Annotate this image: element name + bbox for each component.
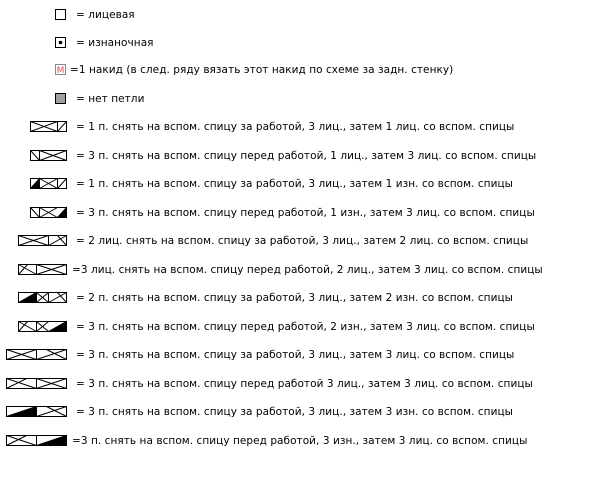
- legend-row-yarn-over: [0, 59, 600, 81]
- legend-text-cable-3-3-left: = 3 п. снять на вспом. спицу перед работой 3 лиц., затем 3 лиц. со вспом. спицы: [76, 378, 533, 390]
- cable-2p-3-right-icon: [18, 287, 70, 309]
- legend-text-cable-3-3p-left: =3 п. снять на вспом. спицу перед работой, 3 изн., затем 3 лиц. со вспом. спицы: [72, 435, 528, 447]
- legend-row-cable-3-1-left: [0, 145, 600, 167]
- legend-row-cable-3p-3-right: [0, 401, 600, 423]
- legend-text-cable-1p-3-right: = 1 п. снять на вспом. спицу за работой, 3 лиц., затем 1 изн. со вспом. спицы: [76, 178, 513, 190]
- legend-text-knit: = лицевая: [76, 9, 135, 21]
- legend-text-cable-3-2-left: =3 лиц. снять на вспом. спицу перед работой, 2 лиц., затем 3 лиц. со вспом. спицы: [72, 264, 543, 276]
- legend-row-cable-3-3-left: [0, 373, 600, 395]
- legend-text-purl: = изнаночная: [76, 37, 154, 49]
- legend-row-no-stitch: [0, 88, 600, 110]
- legend-text-cable-2p-3-right: = 2 п. снять на вспом. спицу за работой, 3 лиц., затем 2 изн. со вспом. спицы: [76, 292, 513, 304]
- legend-text-cable-3-1-left: = 3 п. снять на вспом. спицу перед работой, 1 лиц., затем 3 лиц. со вспом. спицы: [76, 150, 537, 162]
- cable-3-2-left-icon: [18, 259, 70, 281]
- yarn-over-letter: M: [56, 66, 65, 76]
- legend-row-cable-1-3-right: [0, 116, 600, 138]
- no-stitch-gray-icon: [54, 88, 68, 110]
- legend-row-cable-2-3-right: [0, 230, 600, 252]
- cable-3-3-left-icon: [6, 373, 70, 395]
- legend-row-cable-2p-3-right: [0, 287, 600, 309]
- legend-text-cable-1-3-right: = 1 п. снять на вспом. спицу за работой, 3 лиц., затем 1 лиц. со вспом. спицы: [76, 121, 515, 133]
- legend-text-cable-3-2p-left: = 3 п. снять на вспом. спицу перед работой, 2 изн., затем 3 лиц. со вспом. спицы: [76, 321, 535, 333]
- purl-dot-square-icon: [54, 32, 68, 54]
- legend-row-purl: [0, 32, 600, 54]
- cable-1p-3-right-icon: [30, 173, 70, 195]
- legend-row-knit: [0, 4, 600, 26]
- legend-text-cable-3p-3-right: = 3 п. снять на вспом. спицу за работой, 3 лиц., затем 3 изн. со вспом. спицы: [76, 406, 513, 418]
- legend-text-cable-3-1p-left: = 3 п. снять на вспом. спицу перед работой, 1 изн., затем 3 лиц. со вспом. спицы: [76, 207, 535, 219]
- legend-row-cable-3-3-right: [0, 344, 600, 366]
- cable-3-3-right-icon: [6, 344, 70, 366]
- yarn-over-m-icon: [54, 59, 68, 81]
- legend-row-cable-3-2p-left: [0, 316, 600, 338]
- legend-text-no-stitch: = нет петли: [76, 93, 145, 105]
- cable-3-2p-left-icon: [18, 316, 70, 338]
- cable-2-3-right-icon: [18, 230, 70, 252]
- legend-text-cable-2-3-right: = 2 лиц. снять на вспом. спицу за работой, 3 лиц., затем 2 лиц. со вспом. спицы: [76, 235, 529, 247]
- cable-1-3-right-icon: [30, 116, 70, 138]
- cable-3-1-left-icon: [30, 145, 70, 167]
- legend-text-yarn-over: =1 накид (в след. ряду вязать этот накид по схеме за задн. стенку): [70, 64, 454, 76]
- legend-row-cable-3-2-left: [0, 259, 600, 281]
- legend-text-cable-3-3-right: = 3 п. снять на вспом. спицу за работой, 3 лиц., затем 3 лиц. со вспом. спицы: [76, 349, 515, 361]
- cable-3-3p-left-icon: [6, 430, 70, 452]
- knit-square-icon: [54, 4, 68, 26]
- legend-row-cable-3-3p-left: [0, 430, 600, 452]
- cable-3-1p-left-icon: [30, 202, 70, 224]
- legend-row-cable-3-1p-left: [0, 202, 600, 224]
- legend-row-cable-1p-3-right: [0, 173, 600, 195]
- cable-3p-3-right-icon: [6, 401, 70, 423]
